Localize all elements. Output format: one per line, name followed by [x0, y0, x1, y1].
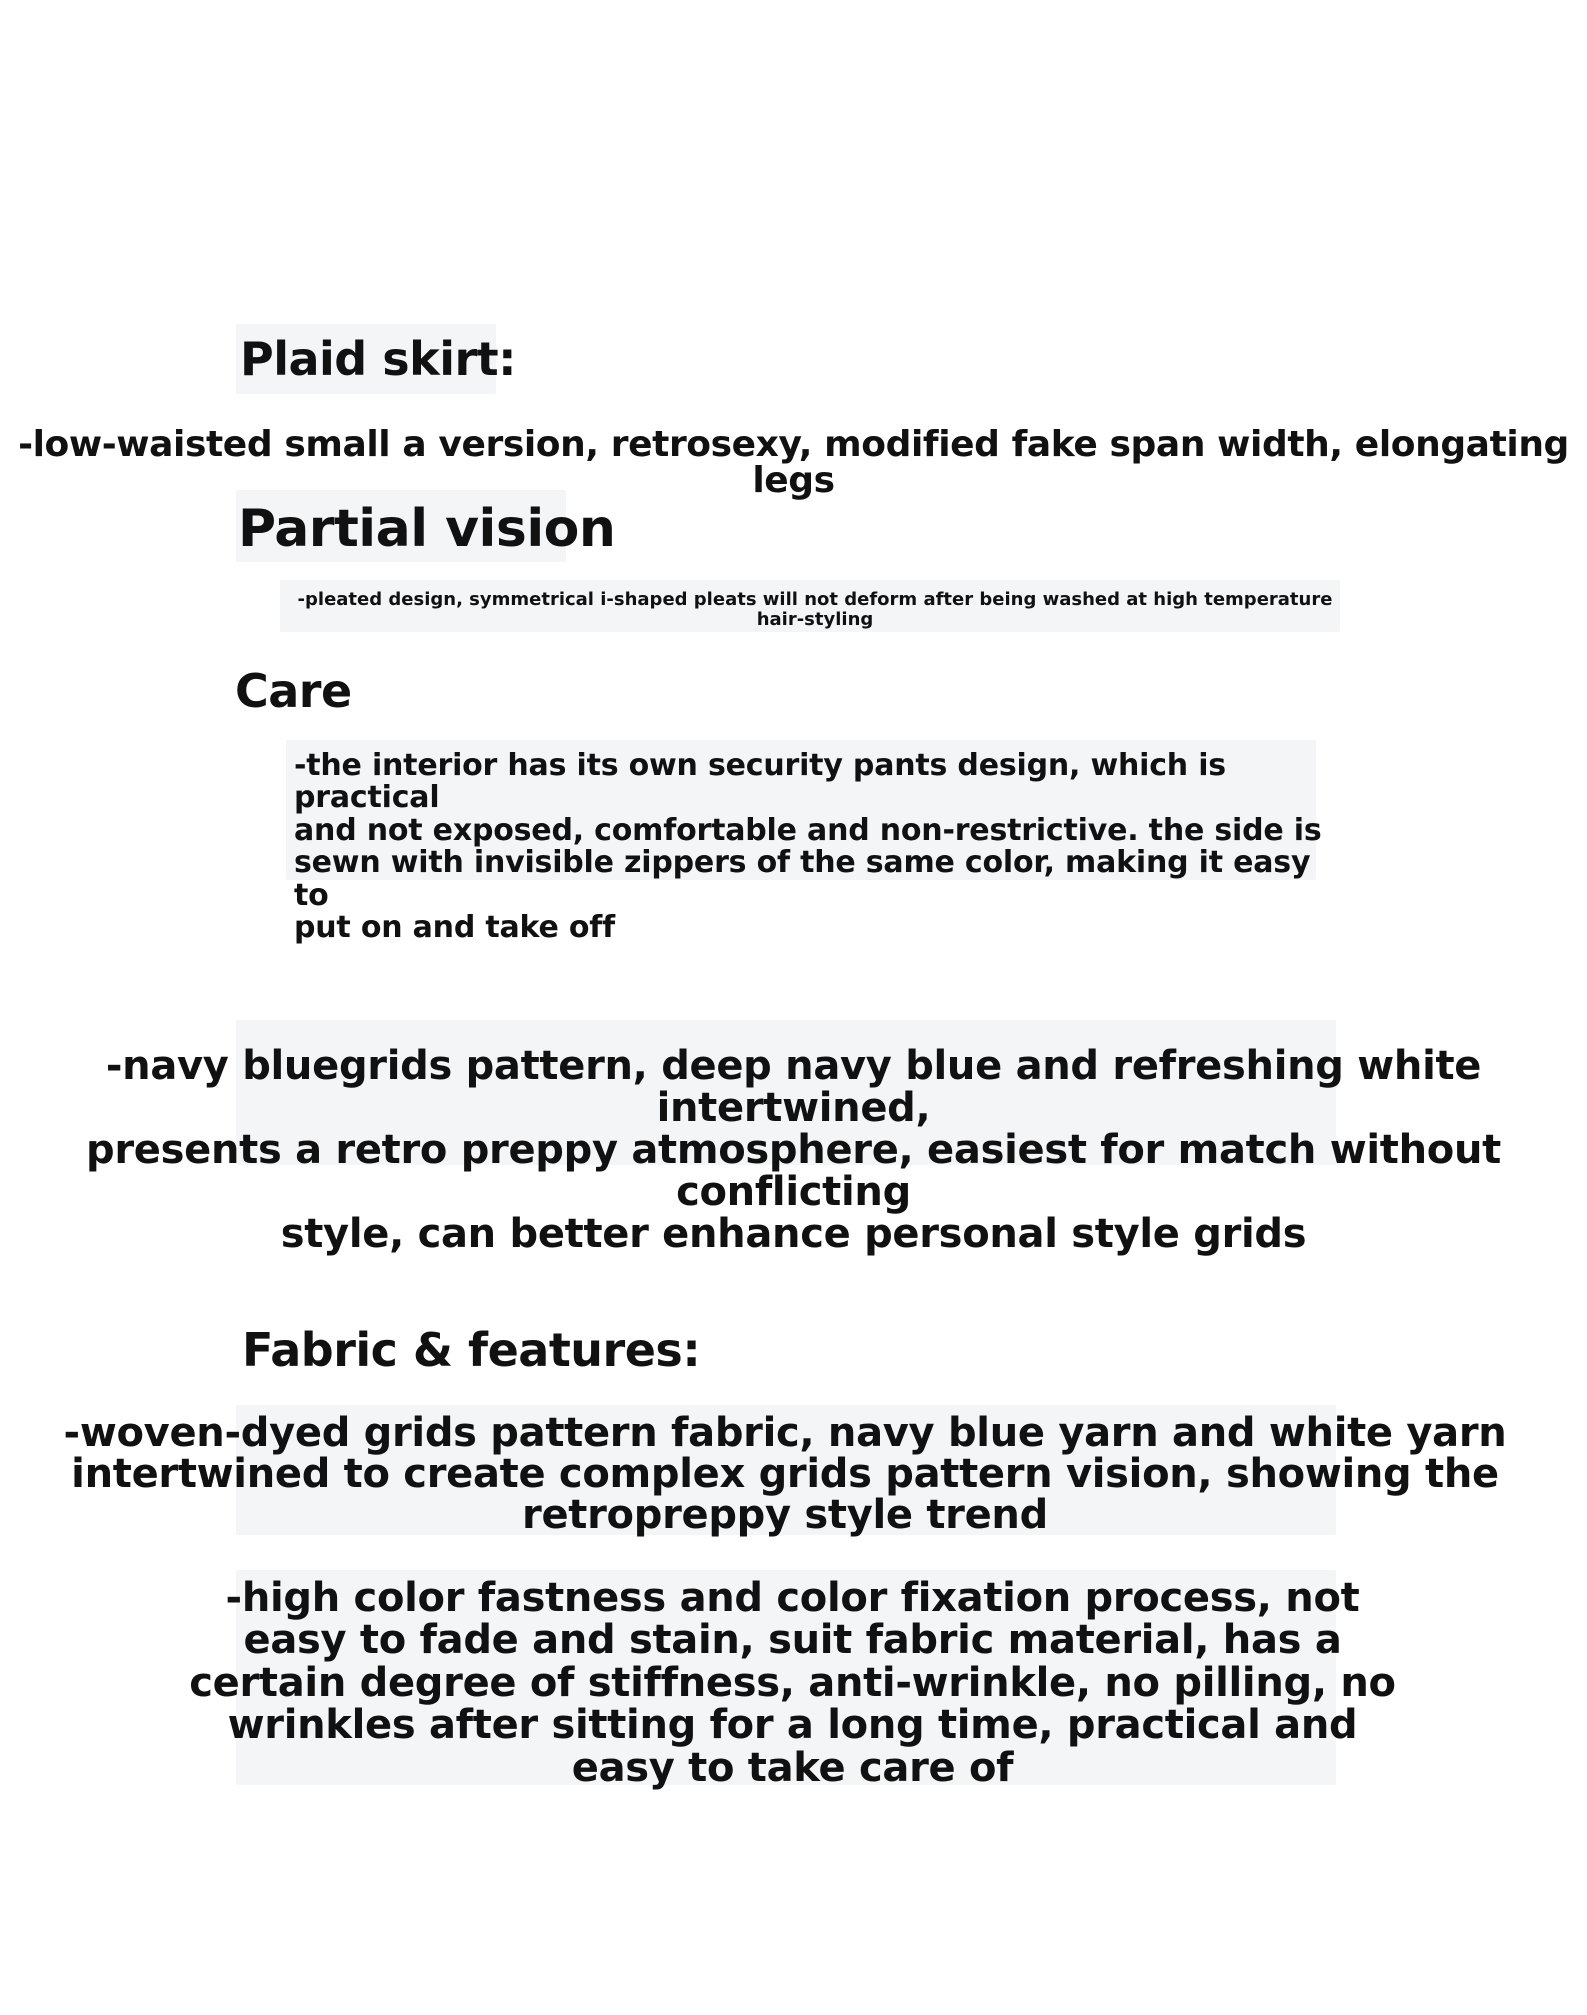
- partial-vision-heading: Partial vision: [238, 499, 616, 559]
- color-fastness-description: -high color fastness and color fixation process, not easy to fade and stain, suit fabric material, has a certain degree of stiffness, anti-wrinkle, no pilling, no wrinkles after sitting for a long time, practical and easy to take care of: [189, 1575, 1396, 1791]
- fabric-features-heading: Fabric & features:: [242, 1323, 701, 1377]
- pleated-design-description: -pleated design, symmetrical i-shaped pleats will not deform after being washed at high temperature hair-styling: [297, 589, 1333, 631]
- navy-grids-description: -navy bluegrids pattern, deep navy blue and refreshing white intertwined, presents a retro preppy atmosphere, easiest for match without conflicting style, can better enhance personal style grids: [86, 1043, 1501, 1257]
- plaid-skirt-heading: Plaid skirt:: [240, 332, 517, 386]
- low-waisted-description: -low-waisted small a version, retrosexy, modified fake span width, elongating legs: [18, 424, 1569, 501]
- woven-fabric-description: -woven-dyed grids pattern fabric, navy blue yarn and white yarn intertwined to create complex grids pattern vision, showing the retropreppy style trend: [63, 1410, 1507, 1539]
- care-heading: Care: [235, 664, 352, 718]
- care-description: -the interior has its own security pants design, which is practical and not exposed, comfortable and non-restrictive. the side is sewn with invisible zippers of the same color, making it easy to put on and take off: [294, 748, 1322, 945]
